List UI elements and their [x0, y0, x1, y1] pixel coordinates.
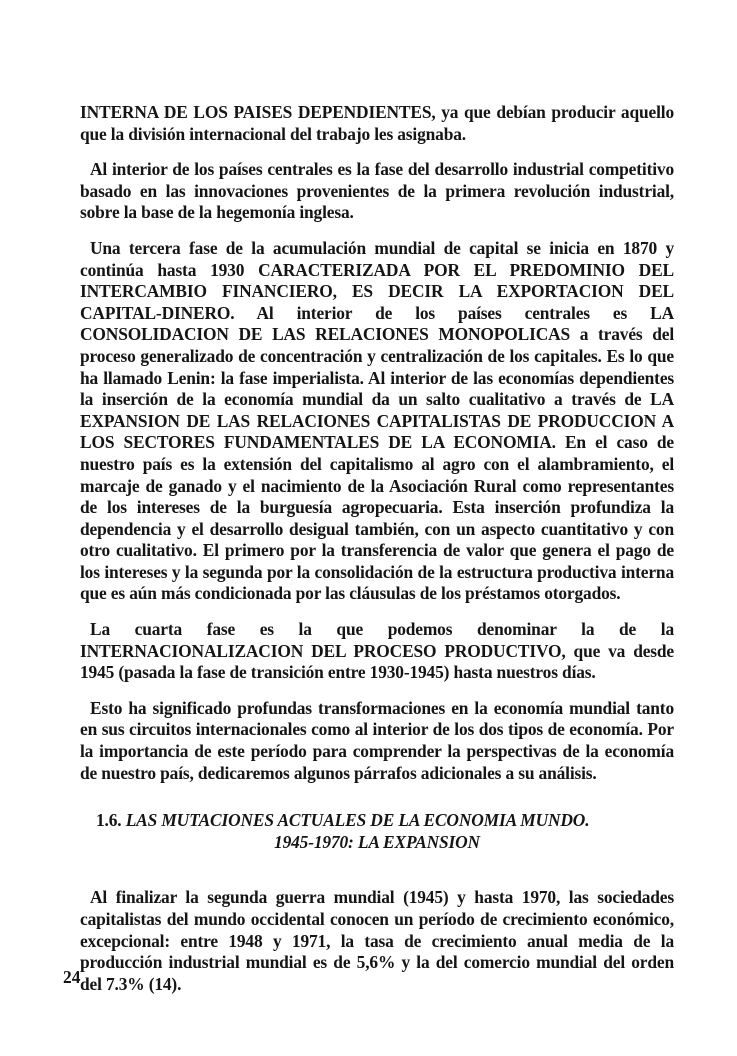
section-heading-line-1	[80, 810, 674, 832]
section-title-line-2: 1945-1970: LA EXPANSION	[274, 831, 480, 852]
section-heading	[80, 810, 674, 853]
paragraph-4: La cuarta fase es la que podemos denominar la de la INTERNACIONALIZACION DEL PROCESO PRODUCTIVO, que va desde 1945 (pasada la fase de transición entre 1930-1945) hasta nuestros días.	[80, 619, 674, 683]
paragraph-closing: Al finalizar la segunda guerra mundial (1945) y hasta 1970, las sociedades capitalistas del mundo occidental conocen un período de crecimiento económico, excepcional: entre 1948 y 1971, la tasa de crecimiento anual media de la producción industrial mundial es de 5,6% y la del comercio mundial del orden del 7.3% (14).	[80, 887, 674, 994]
paragraph-3: Una tercera fase de la acumulación mundial de capital se inicia en 1870 y continúa hasta 1930 CARACTERIZADA POR EL PREDOMINIO DEL INTERCAMBIO FINANCIERO, ES DECIR LA EXPORTACION DEL CAPITAL-DINERO. Al interior de los países centrales es LA CONSOLIDACION DE LAS RELACIONES MONOPOLICAS a través del proceso generalizado de concentración y centralización de los capitales. Es lo que ha llamado Lenin: la fase imperialista. Al interior de las economías dependientes la inserción de la economía mundial da un salto cualitativo a través de LA EXPANSION DE LAS RELACIONES CAPITALISTAS DE PRODUCCION A LOS SECTORES FUNDAMENTALES DE LA ECONOMIA. En el caso de nuestro país es la extensión del capitalismo al agro con el alambramiento, el marcaje de ganado y el nacimiento de la Asociación Rural como representantes de los intereses de la burguesía agropecuaria. Esta inserción profundiza la dependencia y el desarrollo desigual también, con un aspecto cuantitativo y con otro cualitativo. El primero por la transferencia de valor que genera el pago de los intereses y la segunda por la consolidación de la estructura productiva interna que es aún más condicionada por las cláusulas de los préstamos otorgados.	[80, 237, 674, 604]
paragraph-2: Al interior de los países centrales es la fase del desarrollo industrial competitivo basado en las innovaciones provenientes de la primera revolución industrial, sobre la base de la hegemonía inglesa.	[80, 159, 674, 223]
section-title-line-1: LAS MUTACIONES ACTUALES DE LA ECONOMIA MUNDO.	[125, 810, 590, 831]
paragraph-5: Esto ha significado profundas transformaciones en la economía mundial tanto en sus circuitos internacionales como al interior de los dos tipos de economía. Por la importancia de este período para comprender la perspectivas de la economía de nuestro país, dedicaremos algunos párrafos adicionales a su análisis.	[80, 697, 674, 783]
section-number: 1.6.	[96, 810, 122, 831]
paragraph-1: INTERNA DE LOS PAISES DEPENDIENTES, ya que debían producir aquello que la división internacional del trabajo les asignaba.	[80, 102, 674, 144]
page-number: 24	[63, 967, 81, 987]
page-body	[80, 102, 674, 995]
